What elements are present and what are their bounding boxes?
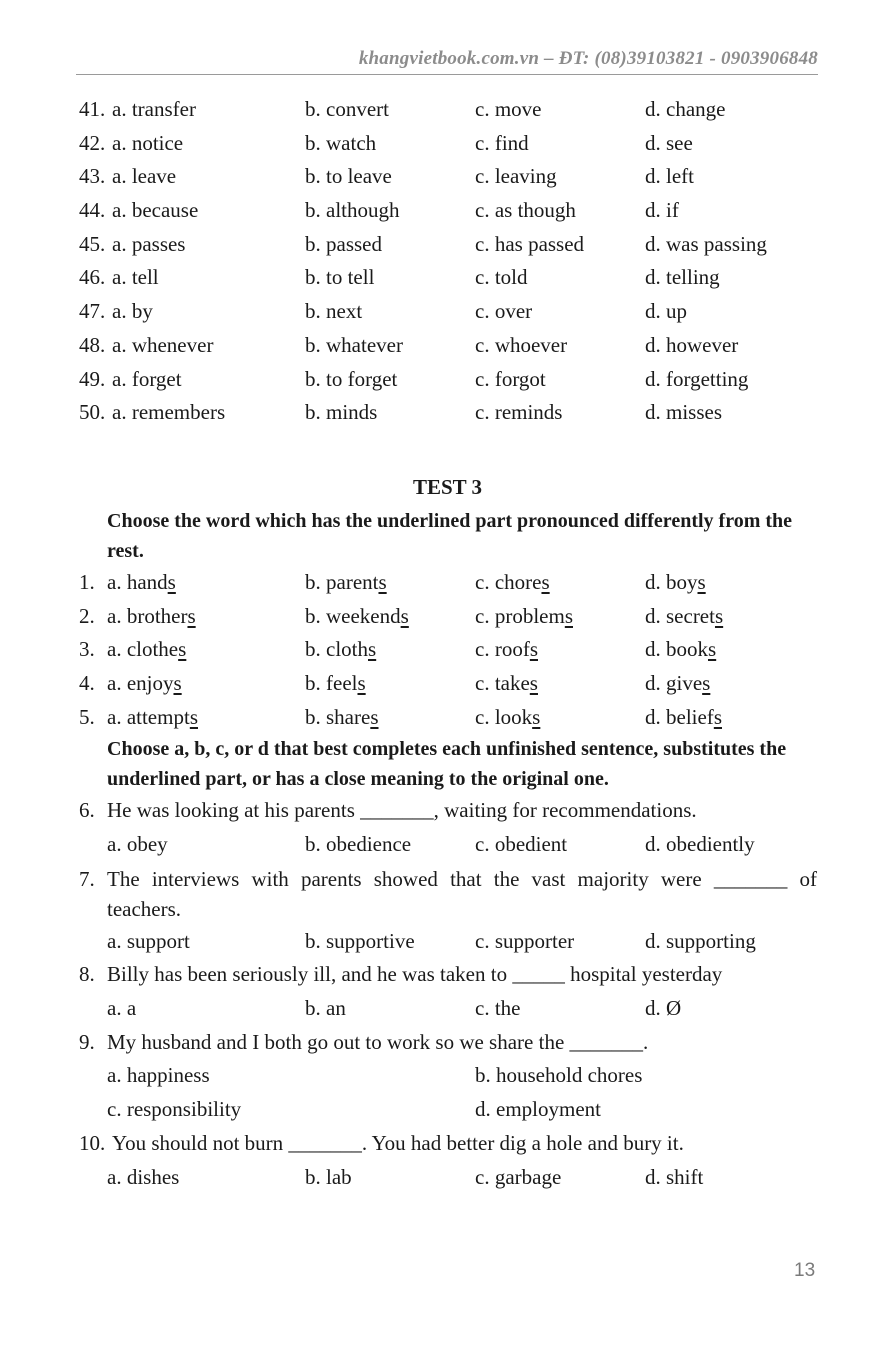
question-row-47	[0, 295, 891, 329]
option-text: d. belief	[645, 704, 714, 729]
option-d: d. supporting	[645, 928, 756, 953]
header-divider	[76, 74, 818, 75]
question-row-41	[0, 93, 891, 127]
question-9	[0, 1026, 891, 1060]
question-row-44	[0, 194, 891, 228]
option-text: a. clothe	[107, 637, 179, 662]
option-text: d. boy	[645, 569, 698, 594]
question-row-1	[0, 566, 891, 600]
option-a: a. obey	[107, 832, 168, 856]
option-c: c. forgot	[475, 366, 546, 391]
option-a: a. by	[112, 299, 153, 324]
underlined-part: s	[532, 704, 541, 729]
underlined-part: s	[541, 569, 550, 594]
question-number: 50.	[79, 400, 106, 425]
question-row-50	[0, 396, 891, 430]
option-a: a. dishes	[107, 1164, 180, 1189]
underlined-part: s	[400, 603, 409, 628]
question-text: He was looking at his parents _______, waiting for recommendations.	[107, 798, 697, 823]
option-a: a. support	[107, 928, 190, 953]
option-text: a. attempt	[107, 704, 190, 729]
underlined-part: s	[178, 637, 187, 662]
option-text: d. secret	[645, 603, 715, 628]
underlined-part: s	[189, 704, 198, 729]
option-d	[645, 566, 706, 600]
question-number: 46.	[79, 265, 106, 290]
option-c: c. reminds	[475, 400, 563, 425]
option-b	[305, 566, 387, 600]
option-text: b. share	[305, 704, 371, 729]
underlined-part: s	[564, 603, 573, 628]
option-b: b. to leave	[305, 164, 392, 189]
question-6	[0, 794, 891, 828]
instruction-completion: Choose a, b, c, or d that best completes each unfinished sentence, substitutes the underlined part, or has a close meaning to the original one.	[107, 738, 787, 791]
question-text: My husband and I both go out to work so we share the _______.	[107, 1029, 649, 1054]
option-a	[107, 566, 176, 600]
option-b: b. lab	[305, 1164, 352, 1189]
option-d: d. change	[645, 97, 726, 121]
option-b: b. passed	[305, 231, 382, 256]
option-a: a. transfer	[112, 97, 196, 121]
option-b: b. to tell	[305, 265, 375, 290]
option-text: c. look	[475, 704, 533, 729]
question-9-options-row1	[0, 1059, 891, 1093]
option-b: b. an	[305, 996, 346, 1021]
option-d	[645, 667, 710, 701]
option-text: c. problem	[475, 603, 565, 628]
option-text: a. brother	[107, 603, 188, 628]
option-text: d. give	[645, 670, 703, 695]
underlined-part: s	[167, 569, 176, 594]
question-7-options	[0, 925, 891, 959]
page-header: khangvietbook.com.vn – ĐT: (08)39103821 - 0903906848	[358, 48, 818, 69]
pronunciation-questions	[0, 566, 891, 734]
option-c: c. has passed	[475, 231, 585, 256]
test-title: TEST 3	[412, 474, 483, 499]
option-a: a. forget	[112, 366, 182, 391]
question-number: 3.	[79, 637, 95, 662]
option-b: b. convert	[305, 97, 389, 121]
option-text: d. book	[645, 637, 708, 662]
question-row-46	[0, 261, 891, 295]
option-c: c. find	[475, 130, 529, 155]
question-number: 43.	[79, 164, 106, 189]
option-c: c. whoever	[475, 332, 568, 357]
option-c: c. supporter	[475, 928, 575, 953]
option-c: c. obedient	[475, 832, 568, 856]
option-c: c. responsibility	[107, 1097, 242, 1122]
underlined-part: s	[368, 637, 377, 662]
question-number: 6.	[79, 798, 95, 823]
option-a	[107, 667, 182, 701]
question-number: 2.	[79, 603, 95, 628]
question-7	[0, 862, 891, 925]
option-d: d. shift	[645, 1164, 704, 1189]
question-number: 8.	[79, 962, 95, 987]
option-b: b. obedience	[305, 832, 412, 856]
page-number: 13	[794, 1260, 816, 1281]
underlined-part: s	[357, 670, 366, 695]
underlined-part: s	[370, 704, 379, 729]
option-c: c. the	[475, 996, 521, 1021]
option-a: a. a	[107, 996, 137, 1021]
option-b: b. supportive	[305, 928, 415, 953]
option-d: d. Ø	[645, 996, 682, 1021]
option-text: b. cloth	[305, 637, 368, 662]
option-text: c. take	[475, 670, 530, 695]
option-d: d. however	[645, 332, 739, 357]
option-a: a. tell	[112, 265, 159, 290]
option-c: c. over	[475, 299, 533, 324]
option-d: d. misses	[645, 400, 723, 425]
question-number: 44.	[79, 198, 106, 223]
option-d: d. see	[645, 130, 693, 155]
option-d	[645, 701, 722, 735]
option-a: a. leave	[112, 164, 177, 189]
question-number: 7.	[79, 866, 95, 891]
question-row-3	[0, 633, 891, 667]
option-b: b. although	[305, 198, 400, 223]
question-row-45	[0, 228, 891, 262]
question-9-options-row2	[0, 1093, 891, 1127]
option-a	[107, 633, 186, 667]
option-a: a. whenever	[112, 332, 214, 357]
underlined-part: s	[714, 603, 724, 628]
option-text: b. weekend	[305, 603, 401, 628]
option-c: c. move	[475, 97, 542, 121]
underlined-part: s	[529, 637, 538, 662]
question-number: 49.	[79, 366, 106, 391]
answer-options-41-50	[0, 93, 891, 430]
option-d: d. up	[645, 299, 687, 324]
question-row-4	[0, 667, 891, 701]
underlined-part: s	[713, 704, 722, 729]
question-text: Billy has been seriously ill, and he was taken to _____ hospital yesterday	[107, 962, 723, 987]
question-text: You should not burn _______. You had better dig a hole and bury it.	[112, 1130, 684, 1155]
option-b: b. whatever	[305, 332, 403, 357]
question-number: 10.	[79, 1130, 106, 1155]
question-8-options	[0, 992, 891, 1026]
option-text: b. feel	[305, 670, 358, 695]
option-b: b. minds	[305, 400, 378, 425]
question-number: 45.	[79, 231, 106, 256]
option-a: a. happiness	[107, 1063, 210, 1088]
question-number: 4.	[79, 670, 95, 695]
option-b: b. household chores	[475, 1063, 643, 1088]
underlined-part: s	[173, 670, 182, 695]
option-a: a. notice	[112, 130, 184, 155]
option-c: c. as though	[475, 198, 576, 223]
option-b: b. to forget	[305, 366, 398, 391]
option-c	[475, 701, 540, 735]
option-c	[475, 633, 538, 667]
option-d: d. employment	[475, 1097, 601, 1122]
option-d	[645, 600, 723, 634]
option-c: c. leaving	[475, 164, 557, 189]
option-b	[305, 600, 409, 634]
option-b	[305, 667, 366, 701]
option-d: d. telling	[645, 265, 720, 290]
question-10	[0, 1127, 891, 1161]
instruction-pronunciation: Choose the word which has the underlined part pronounced differently from the rest.	[107, 509, 793, 562]
question-number: 41.	[79, 97, 106, 121]
option-c: c. told	[475, 265, 528, 290]
question-number: 9.	[79, 1029, 95, 1054]
option-c: c. garbage	[475, 1164, 562, 1189]
question-10-options	[0, 1161, 891, 1195]
underlined-part: s	[702, 670, 711, 695]
question-row-49	[0, 363, 891, 397]
question-number: 42.	[79, 130, 106, 155]
option-a	[107, 600, 196, 634]
option-d: d. if	[645, 198, 679, 223]
question-number: 47.	[79, 299, 106, 324]
option-b: b. next	[305, 299, 363, 324]
question-row-5	[0, 701, 891, 735]
option-d	[645, 633, 716, 667]
option-text: a. enjoy	[107, 670, 174, 695]
question-number: 1.	[79, 569, 95, 594]
option-d: d. was passing	[645, 231, 767, 256]
question-6-options	[0, 828, 891, 862]
page-content	[0, 93, 891, 1194]
option-d: d. left	[645, 164, 694, 189]
option-d: d. forgetting	[645, 366, 749, 391]
underlined-part: s	[378, 569, 387, 594]
option-b	[305, 633, 376, 667]
underlined-part: s	[708, 637, 717, 662]
question-text: The interviews with parents showed that the vast majority were _______ of teachers.	[107, 866, 817, 921]
option-text: c. chore	[475, 569, 542, 594]
option-text: a. hand	[107, 569, 168, 594]
question-row-48	[0, 329, 891, 363]
option-a	[107, 701, 198, 735]
option-text: b. parent	[305, 569, 379, 594]
question-row-43	[0, 160, 891, 194]
option-b	[305, 701, 379, 735]
question-row-2	[0, 600, 891, 634]
option-text: c. roof	[475, 637, 530, 662]
underlined-part: s	[529, 670, 538, 695]
underlined-part: s	[697, 569, 706, 594]
option-c	[475, 600, 573, 634]
question-number: 48.	[79, 332, 106, 357]
option-a: a. passes	[112, 231, 186, 256]
question-8	[0, 958, 891, 992]
option-d: d. obediently	[645, 832, 755, 856]
option-a: a. because	[112, 198, 199, 223]
option-c	[475, 667, 538, 701]
option-b: b. watch	[305, 130, 377, 155]
underlined-part: s	[187, 603, 196, 628]
question-number: 5.	[79, 704, 95, 729]
option-a: a. remembers	[112, 400, 226, 425]
question-row-42	[0, 127, 891, 161]
option-c	[475, 566, 550, 600]
